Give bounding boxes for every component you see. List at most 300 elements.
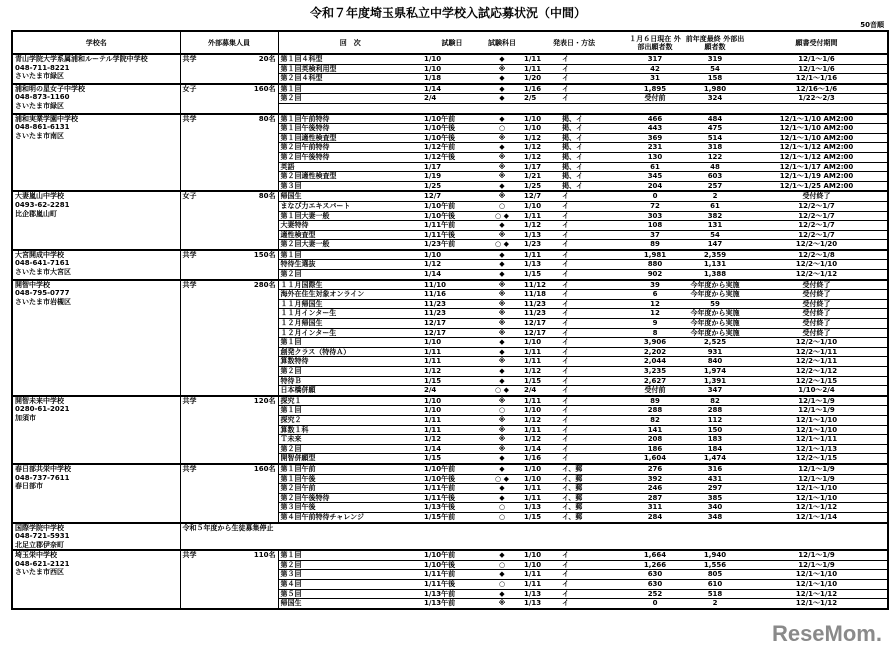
round: 第１回 [278, 338, 422, 348]
subject: ○ [482, 503, 522, 513]
school-tel: 048-873-1160 [15, 93, 70, 102]
round: 第２回午前特待 [278, 143, 422, 153]
capacity: 20名 [258, 55, 276, 63]
subject: ◆ [482, 589, 522, 599]
announce-date: 1/12 [522, 435, 560, 445]
application-period: 12/2～1/15 [746, 376, 888, 386]
subject: ※ [482, 290, 522, 300]
round: 第４回午前特待チャレンジ [278, 512, 422, 522]
applicants [626, 103, 684, 113]
exam-date: 1/10 [422, 406, 482, 416]
school-name: 浦和明の星女子中学校 [15, 84, 85, 93]
application-period: 12/1～1/6 [746, 54, 888, 64]
prev-applicants: 48 [684, 162, 746, 172]
announce-date: 1/11 [522, 250, 560, 260]
announce-method: イ [560, 260, 626, 270]
announce-date: 1/10 [522, 124, 560, 134]
subject: ◆ [482, 493, 522, 503]
announce-method: イ [560, 328, 626, 338]
application-period: 12/16～1/6 [746, 84, 888, 94]
subject: ◆ [482, 376, 522, 386]
round: １２月帰国生 [278, 319, 422, 329]
subject: ※ [482, 415, 522, 425]
announce-date: 1/12 [522, 367, 560, 377]
round: Ｔ未来 [278, 435, 422, 445]
subject: ○ [482, 580, 522, 590]
application-period: 12/2～1/7 [746, 221, 888, 231]
prev-applicants: 340 [684, 503, 746, 513]
table-row [12, 280, 888, 290]
prev-applicants: 184 [684, 444, 746, 454]
exam-date: 12/17 [422, 319, 482, 329]
prev-applicants: 1,980 [684, 84, 746, 94]
exam-date: 1/18 [422, 74, 482, 84]
prev-applicants: 59 [684, 299, 746, 309]
applicants: 2,044 [626, 357, 684, 367]
table-row [12, 84, 888, 94]
exam-date: 11/23 [422, 309, 482, 319]
round: 第５回 [278, 589, 422, 599]
subject: ○ [482, 512, 522, 522]
prev-applicants: 2 [684, 191, 746, 201]
subject: ※ [482, 64, 522, 74]
round: 創発クラス（特待Ａ） [278, 347, 422, 357]
round: 第２回大妻一般 [278, 240, 422, 250]
subject: ◆ [482, 484, 522, 494]
announce-method: イ [560, 589, 626, 599]
announce-method: 掲、イ [560, 133, 626, 143]
exam-date: 1/12 [422, 367, 482, 377]
applicants: 6 [626, 290, 684, 300]
application-period: 12/1～1/10 [746, 484, 888, 494]
subject: ※ [482, 230, 522, 240]
applicants: 466 [626, 114, 684, 124]
applicants: 208 [626, 435, 684, 445]
announce-date: 1/23 [522, 240, 560, 250]
announce-method: イ [560, 230, 626, 240]
prev-applicants: 475 [684, 124, 746, 134]
applicants: 303 [626, 211, 684, 221]
school-cell [12, 550, 180, 609]
school-area: さいたま市南区 [15, 131, 64, 140]
capacity: 120名 [253, 396, 276, 405]
application-period: 12/2～1/8 [746, 250, 888, 260]
announce-method: イ [560, 240, 626, 250]
gender: 女子 [182, 84, 197, 93]
prev-applicants: 297 [684, 484, 746, 494]
round: 第２回適性検査型 [278, 172, 422, 182]
applicants: 12 [626, 309, 684, 319]
announce-date: 1/12 [522, 152, 560, 162]
application-period: 12/1～1/16 [746, 74, 888, 84]
announce-date: 1/10 [522, 560, 560, 570]
round: 第１回適性検査型 [278, 133, 422, 143]
table-row [12, 396, 888, 406]
applicants: 2,627 [626, 376, 684, 386]
prev-applicants: 805 [684, 570, 746, 580]
round: 帰国生 [278, 599, 422, 609]
announce-method: イ [560, 444, 626, 454]
announce-date: 11/18 [522, 290, 560, 300]
application-period: 12/2～1/12 [746, 270, 888, 280]
round: 第１回 [278, 84, 422, 94]
announce-date: 1/11 [522, 570, 560, 580]
application-period: 12/1～1/10 AM2:00 [746, 124, 888, 134]
subject: ◆ [482, 114, 522, 124]
announce-date: 1/10 [522, 550, 560, 560]
applicants: 276 [626, 464, 684, 474]
applicants: 9 [626, 319, 684, 329]
announce-method: イ、郵 [560, 503, 626, 513]
prev-applicants: 288 [684, 406, 746, 416]
prev-applicants: 2 [684, 599, 746, 609]
capacity-cell [180, 191, 278, 250]
application-period: 12/1～1/12 [746, 599, 888, 609]
subject [482, 103, 522, 113]
announce-method: イ [560, 290, 626, 300]
announce-method: イ [560, 338, 626, 348]
announce-method: 掲、イ [560, 162, 626, 172]
announce-date: 1/11 [522, 64, 560, 74]
announce-method: イ、郵 [560, 484, 626, 494]
header-announce: 発表日・方法 [522, 31, 626, 54]
announce-method: イ [560, 94, 626, 104]
applicants: 130 [626, 152, 684, 162]
school-name: 青山学院大学系属浦和ルーテル学院中学校 [15, 55, 148, 63]
application-period: 12/1～1/10 [746, 493, 888, 503]
application-period: 12/1～1/9 [746, 464, 888, 474]
gender: 女子 [182, 192, 197, 201]
exam-date: 2/4 [422, 94, 482, 104]
subject: ※ [482, 162, 522, 172]
exam-date: 1/10 [422, 338, 482, 348]
round [278, 103, 422, 113]
round: 第２回４科型 [278, 74, 422, 84]
applicants: 8 [626, 328, 684, 338]
announce-method: イ [560, 406, 626, 416]
header-capacity: 外部募集人員 [180, 31, 278, 54]
subject: ※ [482, 425, 522, 435]
exam-date: 1/10午後 [422, 124, 482, 134]
announce-date: 2/4 [522, 386, 560, 396]
capacity-cell [180, 54, 278, 84]
table-row [12, 550, 888, 560]
subject: ◆ [482, 570, 522, 580]
subject: ◆ [482, 454, 522, 464]
applicants: 受付前 [626, 386, 684, 396]
announce-date: 1/11 [522, 54, 560, 64]
announce-method: イ [560, 280, 626, 290]
subject: ○ ◆ [482, 474, 522, 484]
capacity: 160名 [253, 464, 276, 473]
exam-date: 1/10午前 [422, 201, 482, 211]
round: 算数特待 [278, 357, 422, 367]
capacity: 110名 [253, 551, 276, 560]
school-name: 開智未来中学校 [15, 396, 64, 405]
announce-date: 1/10 [522, 406, 560, 416]
announce-method: イ [560, 386, 626, 396]
gender: 共学 [182, 396, 197, 405]
prev-applicants: 今年度から実施 [684, 280, 746, 290]
exam-date: 1/10午後 [422, 211, 482, 221]
gender: 共学 [182, 464, 197, 473]
round: 算数１科 [278, 425, 422, 435]
header-applicants: １月６日現在 外部出願者数 [626, 31, 684, 54]
exam-date: 12/7 [422, 191, 482, 201]
announce-method: イ [560, 376, 626, 386]
round: 第１回英検利用型 [278, 64, 422, 74]
exam-date: 1/19 [422, 172, 482, 182]
round: 第１回 [278, 550, 422, 560]
subject: ◆ [482, 250, 522, 260]
prev-applicants: 316 [684, 464, 746, 474]
exam-date [422, 103, 482, 113]
school-tel: 048-711-8221 [15, 63, 70, 72]
subject: ※ [482, 172, 522, 182]
exam-date: 1/10午後 [422, 560, 482, 570]
announce-date: 11/23 [522, 309, 560, 319]
application-period: 12/1～1/10 AM2:00 [746, 133, 888, 143]
exam-date: 1/10 [422, 396, 482, 406]
capacity-cell [180, 280, 278, 396]
announce-date: 1/12 [522, 415, 560, 425]
announce-date: 1/16 [522, 84, 560, 94]
announce-date: 1/13 [522, 599, 560, 609]
announce-method: イ [560, 425, 626, 435]
school-cell [12, 250, 180, 280]
prev-applicants: 931 [684, 347, 746, 357]
school-cell [12, 114, 180, 192]
prev-applicants: 1,556 [684, 560, 746, 570]
exam-date: 11/23 [422, 299, 482, 309]
applicants: 1,604 [626, 454, 684, 464]
subject: ○ ◆ [482, 386, 522, 396]
announce-method: イ [560, 599, 626, 609]
round: 第２回午前 [278, 484, 422, 494]
announce-date: 1/12 [522, 143, 560, 153]
applicants: 89 [626, 240, 684, 250]
announce-method: イ [560, 74, 626, 84]
exam-date: 1/11 [422, 415, 482, 425]
applicants: 3,235 [626, 367, 684, 377]
applicants: 186 [626, 444, 684, 454]
capacity-cell [180, 464, 278, 523]
round: 特待生選抜 [278, 260, 422, 270]
admissions-table [11, 30, 889, 610]
prev-applicants: 61 [684, 201, 746, 211]
gender: 共学 [182, 55, 197, 63]
school-cell [12, 84, 180, 114]
round: 特待Ｂ [278, 376, 422, 386]
round: 第１回午後特待 [278, 124, 422, 134]
subject: ◆ [482, 181, 522, 191]
header-date: 試験日 [422, 31, 482, 54]
exam-date: 1/13午前 [422, 589, 482, 599]
application-period: 1/22～2/3 [746, 94, 888, 104]
school-cell [12, 54, 180, 84]
subject: ◆ [482, 270, 522, 280]
round: 第１回午後 [278, 474, 422, 484]
application-period: 12/1～1/13 [746, 444, 888, 454]
round: 適性検査型 [278, 230, 422, 240]
round: 第１回 [278, 406, 422, 416]
header-period: 願書受付期間 [746, 31, 888, 54]
application-period: 受付終了 [746, 328, 888, 338]
application-period: 12/1～1/6 [746, 64, 888, 74]
announce-method: イ [560, 570, 626, 580]
announce-method: イ [560, 84, 626, 94]
table-row [12, 191, 888, 201]
application-period: 受付終了 [746, 319, 888, 329]
applicants: 902 [626, 270, 684, 280]
exam-date: 1/12 [422, 435, 482, 445]
application-period: 受付終了 [746, 299, 888, 309]
capacity: 80名 [258, 192, 276, 201]
round: 探究１ [278, 396, 422, 406]
subject: ○ [482, 124, 522, 134]
capacity-cell [180, 250, 278, 280]
prev-applicants [684, 103, 746, 113]
exam-date: 1/10 [422, 250, 482, 260]
announce-date: 1/13 [522, 589, 560, 599]
header-school: 学校名 [12, 31, 180, 54]
round: １１月国際生 [278, 280, 422, 290]
announce-date: 1/15 [522, 270, 560, 280]
applicants: 3,906 [626, 338, 684, 348]
school-name: 浦和実業学園中学校 [15, 114, 78, 123]
round: 第２回 [278, 94, 422, 104]
exam-date: 1/17 [422, 162, 482, 172]
prev-applicants: 319 [684, 54, 746, 64]
prev-applicants: 82 [684, 396, 746, 406]
prev-applicants: 257 [684, 181, 746, 191]
announce-date: 1/17 [522, 162, 560, 172]
school-tel: 048-721-5931 [15, 532, 70, 541]
applicants: 1,266 [626, 560, 684, 570]
applicants: 311 [626, 503, 684, 513]
announce-date: 1/14 [522, 444, 560, 454]
application-period: 12/1～1/10 [746, 425, 888, 435]
exam-date: 1/14 [422, 270, 482, 280]
subject: ◆ [482, 464, 522, 474]
exam-date: 1/12 [422, 260, 482, 270]
prev-applicants: 2,525 [684, 338, 746, 348]
exam-date: 1/11 [422, 347, 482, 357]
application-period: 12/1～1/10 AM2:00 [746, 114, 888, 124]
announce-date: 1/16 [522, 454, 560, 464]
prev-applicants: 603 [684, 172, 746, 182]
applicants: 204 [626, 181, 684, 191]
capacity: 280名 [253, 280, 276, 289]
resemom-logo: ReseMom. [771, 621, 882, 646]
round: 第３回 [278, 181, 422, 191]
announce-date: 1/11 [522, 347, 560, 357]
prev-applicants: 54 [684, 64, 746, 74]
subject: ◆ [482, 84, 522, 94]
subject: ※ [482, 280, 522, 290]
announce-method: イ [560, 309, 626, 319]
applicants: 392 [626, 474, 684, 484]
prev-applicants: 158 [684, 74, 746, 84]
application-period: 12/1～1/12 [746, 503, 888, 513]
prev-applicants: 今年度から実施 [684, 290, 746, 300]
announce-method: 掲、イ [560, 124, 626, 134]
subject: ◆ [482, 54, 522, 64]
announce-date: 11/12 [522, 280, 560, 290]
round: 開智併願型 [278, 454, 422, 464]
exam-date: 2/4 [422, 386, 482, 396]
header-subject: 試験科目 [482, 31, 522, 54]
application-period: 12/1～1/9 [746, 396, 888, 406]
subject: ※ [482, 191, 522, 201]
announce-date: 1/10 [522, 474, 560, 484]
prev-applicants: 1,974 [684, 367, 746, 377]
announce-date: 1/11 [522, 484, 560, 494]
exam-date: 1/11午前 [422, 484, 482, 494]
prev-applicants: 150 [684, 425, 746, 435]
applicants: 61 [626, 162, 684, 172]
announce-date [522, 103, 560, 113]
exam-date: 11/10 [422, 280, 482, 290]
exam-date: 1/10午前 [422, 550, 482, 560]
school-tel: 0493-62-2281 [15, 200, 70, 209]
prev-applicants: 183 [684, 435, 746, 445]
school-cell [12, 396, 180, 464]
round: 第１回４科型 [278, 54, 422, 64]
announce-method: イ [560, 550, 626, 560]
subject: ○ [482, 406, 522, 416]
exam-date: 1/11 [422, 425, 482, 435]
prev-applicants: 今年度から実施 [684, 309, 746, 319]
exam-date: 1/11午後 [422, 493, 482, 503]
application-period: 12/1～1/10 [746, 580, 888, 590]
round: 第１回午前特待 [278, 114, 422, 124]
exam-date: 1/14 [422, 444, 482, 454]
table-row [12, 114, 888, 124]
school-cell [12, 280, 180, 396]
application-period: 12/2～1/7 [746, 201, 888, 211]
applicants: 317 [626, 54, 684, 64]
announce-method: イ [560, 357, 626, 367]
table-header [12, 31, 888, 54]
school-area: 比企郡嵐山町 [15, 209, 57, 218]
exam-date: 1/11午後 [422, 230, 482, 240]
announce-method: イ [560, 454, 626, 464]
announce-date: 2/5 [522, 94, 560, 104]
applicants: 39 [626, 280, 684, 290]
round: まなび力エキスパート [278, 201, 422, 211]
announce-method: イ [560, 64, 626, 74]
announce-method: イ [560, 560, 626, 570]
announce-date: 1/13 [522, 230, 560, 240]
exam-date: 1/10午後 [422, 133, 482, 143]
capacity: 150名 [253, 250, 276, 259]
announce-date: 1/13 [522, 260, 560, 270]
announce-date: 1/13 [522, 503, 560, 513]
capacity-cell [180, 550, 278, 609]
exam-date: 1/10 [422, 64, 482, 74]
exam-date: 1/11午前 [422, 570, 482, 580]
exam-date: 11/16 [422, 290, 482, 300]
applicants: 0 [626, 191, 684, 201]
prev-applicants: 347 [684, 386, 746, 396]
capacity-cell [180, 396, 278, 464]
prev-applicants: 610 [684, 580, 746, 590]
school-name: 国際学院中学校 [15, 523, 64, 532]
prev-applicants: 514 [684, 133, 746, 143]
applicants: 12 [626, 299, 684, 309]
header-round: 回 次 [278, 31, 422, 54]
